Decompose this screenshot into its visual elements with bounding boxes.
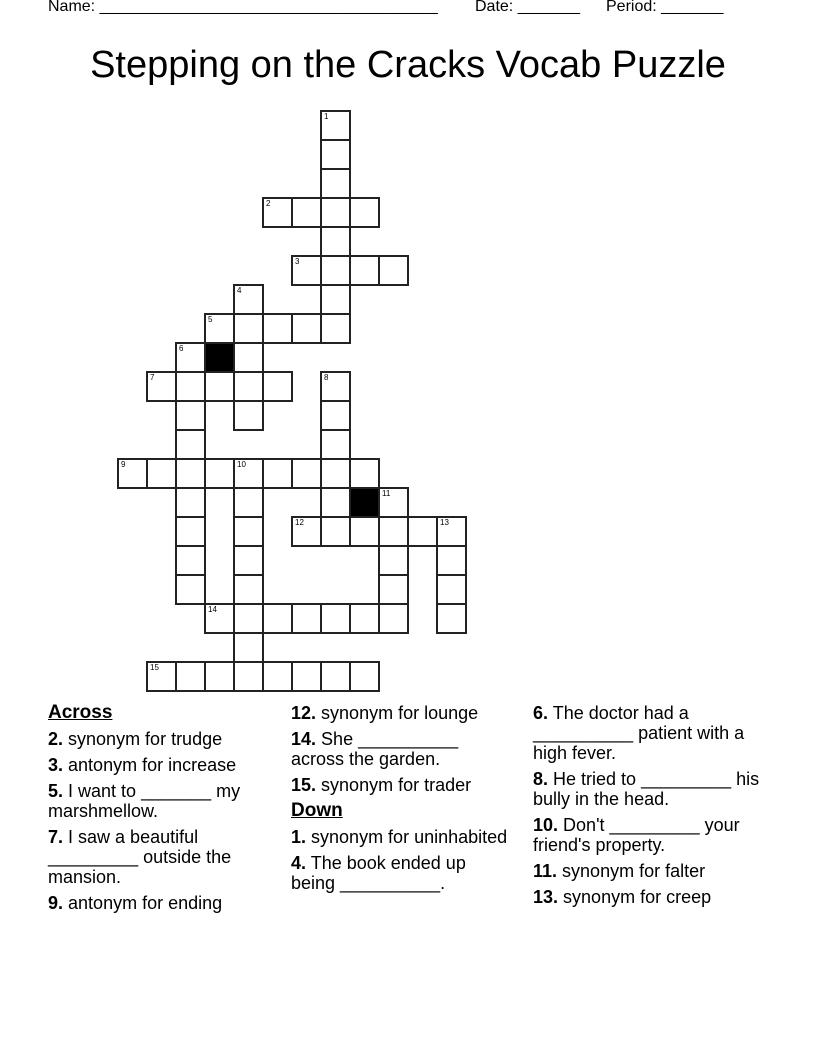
clue-item: [533, 703, 773, 763]
grid-cell[interactable]: [291, 516, 322, 547]
grid-cell[interactable]: [204, 661, 235, 692]
date-field[interactable]: Date: _______: [475, 0, 580, 15]
clue-num: 4.: [291, 853, 307, 873]
grid-cell[interactable]: [320, 400, 351, 431]
grid-cell[interactable]: [349, 458, 380, 489]
clue-number: 15: [150, 663, 159, 672]
grid-cell[interactable]: [175, 661, 206, 692]
grid-cell[interactable]: [233, 400, 264, 431]
across-clues: [48, 703, 273, 919]
grid-cell[interactable]: [349, 516, 380, 547]
clue-item: [533, 769, 773, 809]
grid-cell[interactable]: [320, 429, 351, 460]
clue-number: 2: [266, 199, 271, 208]
clue-number: 7: [150, 373, 155, 382]
grid-cell[interactable]: [320, 226, 351, 257]
clue-item: [291, 853, 513, 893]
clue-number: 3: [295, 257, 300, 266]
clue-num: 2.: [48, 729, 64, 749]
name-field[interactable]: Name: ______________________________________: [48, 0, 438, 15]
period-field[interactable]: Period: _______: [606, 0, 724, 15]
clue-number: 10: [237, 460, 246, 469]
clue-num: 3.: [48, 755, 64, 775]
clue-item: [48, 827, 273, 887]
clue-item: [48, 893, 273, 913]
clue-num: 14.: [291, 729, 317, 749]
grid-cell[interactable]: [175, 400, 206, 431]
grid-cell[interactable]: [233, 632, 264, 663]
grid-cell[interactable]: [233, 458, 264, 489]
clue-number: 11: [382, 489, 391, 498]
grid-cell[interactable]: [407, 516, 438, 547]
grid-cell[interactable]: [233, 574, 264, 605]
clue-num: 11.: [533, 861, 558, 881]
grid-cell[interactable]: [233, 661, 264, 692]
clue-number: 4: [237, 286, 242, 295]
grid-cell[interactable]: [320, 371, 351, 402]
clue-text: Don't _________ your friend's property.: [533, 815, 740, 855]
grid-cell[interactable]: [262, 313, 293, 344]
grid-cell[interactable]: [320, 313, 351, 344]
clue-item: [533, 861, 773, 881]
clue-text: He tried to _________ his bully in the head.: [533, 769, 760, 809]
grid-cell[interactable]: [349, 197, 380, 228]
grid-cell[interactable]: [175, 458, 206, 489]
clue-num: 6.: [533, 703, 549, 723]
grid-cell[interactable]: [436, 516, 467, 547]
clue-text: synonym for trader: [321, 775, 472, 795]
grid-cell[interactable]: [175, 342, 206, 373]
clue-num: 7.: [48, 827, 64, 847]
clue-num: 13.: [533, 887, 559, 907]
grid-cell[interactable]: [262, 603, 293, 634]
clue-text: I want to _______ my marshmellow.: [48, 781, 241, 821]
clue-item: [48, 781, 273, 821]
grid-cell[interactable]: [320, 661, 351, 692]
grid-cell[interactable]: [175, 487, 206, 518]
clue-number: 9: [121, 460, 126, 469]
clue-number: 6: [179, 344, 184, 353]
clue-item: [291, 729, 513, 769]
grid-cell[interactable]: [320, 487, 351, 518]
grid-cell[interactable]: [146, 458, 177, 489]
grid-cell[interactable]: [262, 661, 293, 692]
grid-cell[interactable]: [175, 516, 206, 547]
clue-number: 14: [208, 605, 217, 614]
clues-column-3: [533, 703, 773, 913]
clues-column-2: [291, 703, 513, 899]
page-title: Stepping on the Cracks Vocab Puzzle: [90, 44, 726, 86]
grid-cell[interactable]: [349, 661, 380, 692]
clue-number: 8: [324, 373, 329, 382]
grid-cell[interactable]: [233, 516, 264, 547]
grid-cell[interactable]: [320, 255, 351, 286]
grid-cell[interactable]: [204, 603, 235, 634]
clue-text: The book ended up being __________.: [291, 853, 466, 893]
grid-cell[interactable]: [204, 458, 235, 489]
grid-cell[interactable]: [204, 371, 235, 402]
grid-cell[interactable]: [175, 545, 206, 576]
black-cell: [349, 487, 380, 518]
clue-item: [291, 775, 513, 795]
grid-cell[interactable]: [175, 574, 206, 605]
grid-cell[interactable]: [233, 603, 264, 634]
black-cell: [204, 342, 235, 373]
grid-cell[interactable]: [349, 603, 380, 634]
grid-cell[interactable]: [291, 313, 322, 344]
grid-cell[interactable]: [378, 603, 409, 634]
grid-cell[interactable]: [436, 603, 467, 634]
clue-text: I saw a beautiful _________ outside the mansion.: [48, 827, 232, 887]
clue-item: [533, 815, 773, 855]
grid-cell[interactable]: [291, 603, 322, 634]
clue-text: antonym for ending: [68, 893, 223, 913]
clue-text: antonym for increase: [68, 755, 237, 775]
clue-item: [291, 827, 513, 847]
clue-number: 1: [324, 112, 329, 121]
grid-cell[interactable]: [436, 574, 467, 605]
grid-cell[interactable]: [233, 313, 264, 344]
clue-item: [48, 729, 273, 749]
grid-cell[interactable]: [291, 255, 322, 286]
clue-num: 15.: [291, 775, 317, 795]
grid-cell[interactable]: [320, 139, 351, 170]
grid-cell[interactable]: [378, 574, 409, 605]
grid-cell[interactable]: [233, 371, 264, 402]
grid-cell[interactable]: [320, 110, 351, 141]
clue-number: 12: [295, 518, 304, 527]
clue-text: synonym for lounge: [321, 703, 479, 723]
grid-cell[interactable]: [233, 342, 264, 373]
grid-cell[interactable]: [262, 371, 293, 402]
clue-text: synonym for falter: [562, 861, 706, 881]
clue-item: [48, 755, 273, 775]
grid-cell[interactable]: [378, 545, 409, 576]
grid-cell[interactable]: [320, 458, 351, 489]
grid-cell[interactable]: [175, 429, 206, 460]
clue-num: 12.: [291, 703, 317, 723]
clue-num: 10.: [533, 815, 559, 835]
grid-cell[interactable]: [117, 458, 148, 489]
grid-cell[interactable]: [320, 603, 351, 634]
grid-cell[interactable]: [378, 516, 409, 547]
grid-cell[interactable]: [233, 545, 264, 576]
grid-cell[interactable]: [291, 661, 322, 692]
grid-cell[interactable]: [378, 487, 409, 518]
grid-cell[interactable]: [320, 284, 351, 315]
grid-cell[interactable]: [204, 313, 235, 344]
grid-cell[interactable]: [320, 168, 351, 199]
grid-cell[interactable]: [262, 197, 293, 228]
grid-cell[interactable]: [262, 458, 293, 489]
grid-cell[interactable]: [349, 255, 380, 286]
grid-cell[interactable]: [233, 284, 264, 315]
grid-cell[interactable]: [175, 371, 206, 402]
clue-text: synonym for creep: [563, 887, 712, 907]
grid-cell[interactable]: [233, 487, 264, 518]
grid-cell[interactable]: [378, 255, 409, 286]
clue-text: synonym for trudge: [68, 729, 223, 749]
grid-cell[interactable]: [291, 197, 322, 228]
across-heading: Across: [48, 702, 113, 723]
clue-num: 9.: [48, 893, 64, 913]
clue-text: The doctor had a __________ patient with a high fever.: [533, 703, 745, 763]
down-heading: Down: [291, 800, 343, 821]
grid-cell[interactable]: [146, 371, 177, 402]
clue-text: She __________ across the garden.: [291, 729, 459, 769]
grid-cell[interactable]: [320, 516, 351, 547]
clue-item: [291, 703, 513, 723]
clue-num: 8.: [533, 769, 549, 789]
clue-number: 5: [208, 315, 213, 324]
grid-cell[interactable]: [291, 458, 322, 489]
clue-text: synonym for uninhabited: [311, 827, 508, 847]
clue-num: 5.: [48, 781, 64, 801]
clue-item: [533, 887, 773, 907]
clue-number: 13: [440, 518, 449, 527]
grid-cell[interactable]: [146, 661, 177, 692]
clue-num: 1.: [291, 827, 307, 847]
grid-cell[interactable]: [436, 545, 467, 576]
grid-cell[interactable]: [320, 197, 351, 228]
